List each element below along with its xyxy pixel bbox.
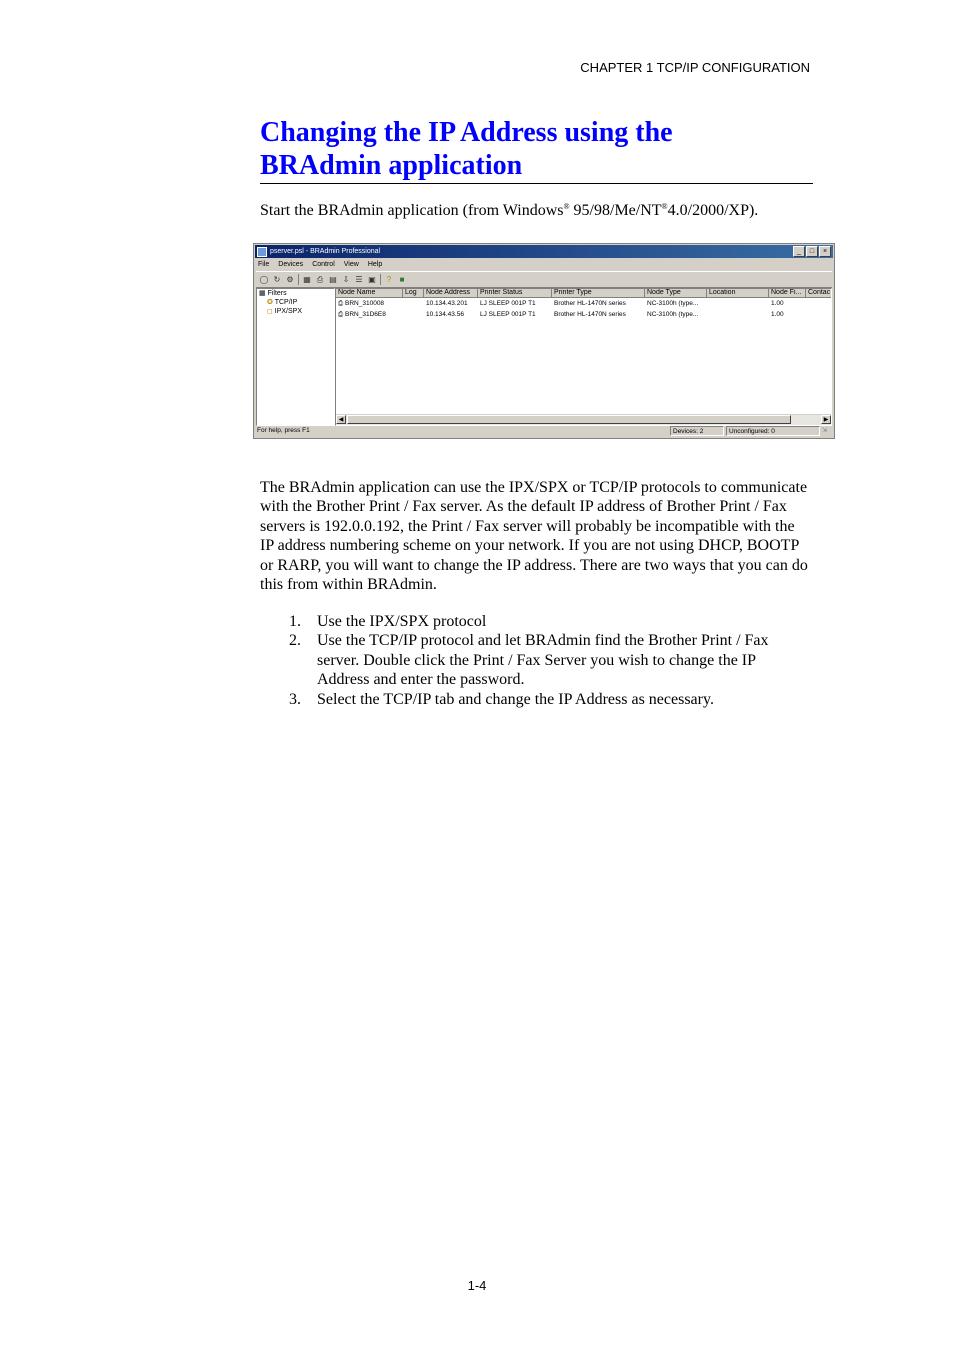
protocol-icon: ◻ (267, 308, 273, 315)
step-text: Use the TCP/IP protocol and let BRAdmin find the Brother Print / Fax server. Double click the Print / Fax Server you wish to change the IP Address and enter the password. (317, 632, 769, 689)
cell-node-name: ⎙ BRN_310008 (338, 300, 385, 307)
intro-part-2: 95/98/Me/NT (569, 202, 662, 219)
close-button[interactable]: × (819, 246, 831, 257)
page-number: 1-4 (467, 1278, 487, 1293)
menu-control[interactable]: Control (312, 261, 335, 268)
menu-bar (258, 259, 382, 270)
status-devices: Devices: 2 (670, 426, 724, 436)
registered-mark: ® (563, 202, 570, 211)
device-list (335, 288, 832, 426)
cell-node-address: 10.134.43.56 (426, 311, 464, 318)
step-number: 2. (289, 632, 301, 650)
list-header (336, 289, 832, 298)
column-header[interactable]: Log (403, 289, 424, 298)
printer-icon: ⎙ (338, 311, 344, 318)
title-line-1: Changing the IP Address using the (260, 117, 673, 148)
resize-grip-icon[interactable]: ⇲ (822, 427, 828, 434)
table-row[interactable] (336, 309, 832, 320)
cell-location (707, 298, 769, 309)
list-item (260, 631, 810, 689)
column-header[interactable]: Node Address (424, 289, 478, 298)
load-firmware-icon[interactable]: ⇩ (342, 274, 350, 284)
maximize-button[interactable]: □ (806, 246, 818, 257)
menu-devices[interactable]: Devices (278, 261, 304, 268)
cell-contact (806, 309, 832, 320)
search-network-icon[interactable]: ◯ (259, 274, 269, 284)
cell-node-firmware: 1.00 (771, 300, 784, 307)
cell-location (707, 309, 769, 320)
refresh-icon[interactable]: ↻ (273, 274, 281, 284)
app-icon (257, 247, 267, 257)
exit-icon[interactable]: ■ (399, 274, 405, 284)
column-header[interactable]: Contac (806, 289, 832, 298)
horizontal-scrollbar[interactable] (336, 414, 831, 425)
intro-text (260, 202, 758, 220)
tree-root-label: Filters (267, 290, 287, 297)
step-number: 3. (289, 690, 301, 708)
toolbar-separator (380, 274, 381, 285)
cell-node-firmware: 1.00 (771, 311, 784, 318)
tree-item-ipxspx[interactable] (259, 307, 302, 316)
cell-log (403, 309, 424, 320)
toolbar (256, 271, 832, 288)
menu-help[interactable]: Help (367, 261, 383, 268)
column-header[interactable]: Location (707, 289, 769, 298)
step-number: 1. (289, 613, 301, 630)
minimize-button[interactable]: _ (793, 246, 805, 257)
column-header[interactable]: Printer Type (552, 289, 645, 298)
title-line-2: BRAdmin application (260, 150, 523, 181)
menu-view[interactable]: View (343, 261, 359, 268)
step-text: Use the IPX/SPX protocol (317, 613, 487, 630)
page-title (260, 116, 813, 184)
tree-item-label: TCP/IP (274, 299, 298, 306)
window-titlebar[interactable] (255, 245, 833, 258)
cell-node-name: ⎙ BRN_31D6E8 (338, 311, 386, 318)
cell-node-address: 10.134.43.201 (426, 300, 468, 307)
list-item (260, 690, 810, 709)
list-item (260, 612, 810, 631)
cell-printer-type: Brother HL-1470N series (554, 311, 626, 318)
filter-tree-pane (256, 288, 335, 426)
column-header[interactable]: Node Type (645, 289, 707, 298)
column-header[interactable]: Node Name (336, 289, 403, 298)
toolbar-separator (298, 274, 299, 285)
help-icon[interactable]: ? (386, 274, 392, 284)
device-settings-icon[interactable]: ▦ (303, 274, 311, 284)
table-row[interactable] (336, 298, 832, 309)
cell-printer-status: LJ SLEEP 001P T1 (480, 311, 536, 318)
scroll-right-icon[interactable]: ▶ (821, 415, 831, 424)
registered-mark: ® (661, 202, 668, 211)
tree-item-tcpip[interactable] (259, 298, 302, 307)
body-paragraph: The BRAdmin application can use the IPX/SPX or TCP/IP protocols to communicate with the Brother Print / Fax server. As the default IP address of Brother Print / Fax servers is 192.0.0.192, the Print / Fax server will probably be incompatible with the IP address numbering scheme on your network. If you are not using DHCP, BOOTP or RARP, you will want to change the IP address. There are two ways that you can do this from within BRAdmin. (260, 479, 808, 594)
intro-part-3: 4.0/2000/XP). (667, 202, 759, 219)
scroll-left-icon[interactable]: ◀ (336, 415, 346, 424)
cell-contact (806, 298, 832, 309)
steps-list (260, 612, 810, 709)
column-header[interactable]: Node Fi... (769, 289, 806, 298)
tree-item-label: IPX/SPX (274, 308, 302, 315)
configure-icon[interactable]: ⚙ (286, 274, 294, 284)
intro-part-1: Start the BRAdmin application (from Windows (260, 202, 564, 219)
properties-icon[interactable]: ▣ (368, 274, 376, 284)
tree-root-filters[interactable] (259, 289, 302, 298)
printer-icon: ⎙ (338, 300, 344, 307)
cell-log (403, 298, 424, 309)
step-text: Select the TCP/IP tab and change the IP Address as necessary. (317, 690, 714, 708)
cell-printer-status: LJ SLEEP 001P T1 (480, 300, 536, 307)
scroll-thumb[interactable] (347, 415, 791, 424)
list-view-icon[interactable]: ☰ (355, 274, 363, 284)
bradmin-window (253, 243, 835, 439)
column-header[interactable]: Printer Status (478, 289, 552, 298)
network-icon[interactable]: ▤ (329, 274, 337, 284)
protocol-icon: ✪ (267, 299, 273, 306)
printer-icon[interactable]: ⎙ (316, 274, 324, 284)
cell-printer-type: Brother HL-1470N series (554, 300, 626, 307)
chapter-header: CHAPTER 1 TCP/IP CONFIGURATION (580, 60, 810, 75)
cell-node-type: NC-3100h (type... (647, 300, 699, 307)
window-title: pserver.psl - BRAdmin Professional (270, 248, 381, 255)
status-help: For help, press F1 (257, 427, 310, 434)
filter-icon: ▦ (259, 290, 266, 297)
status-bar (256, 426, 832, 437)
status-unconfigured: Unconfigured: 0 (726, 426, 820, 436)
menu-file[interactable]: File (258, 261, 270, 268)
cell-node-type: NC-3100h (type... (647, 311, 699, 318)
